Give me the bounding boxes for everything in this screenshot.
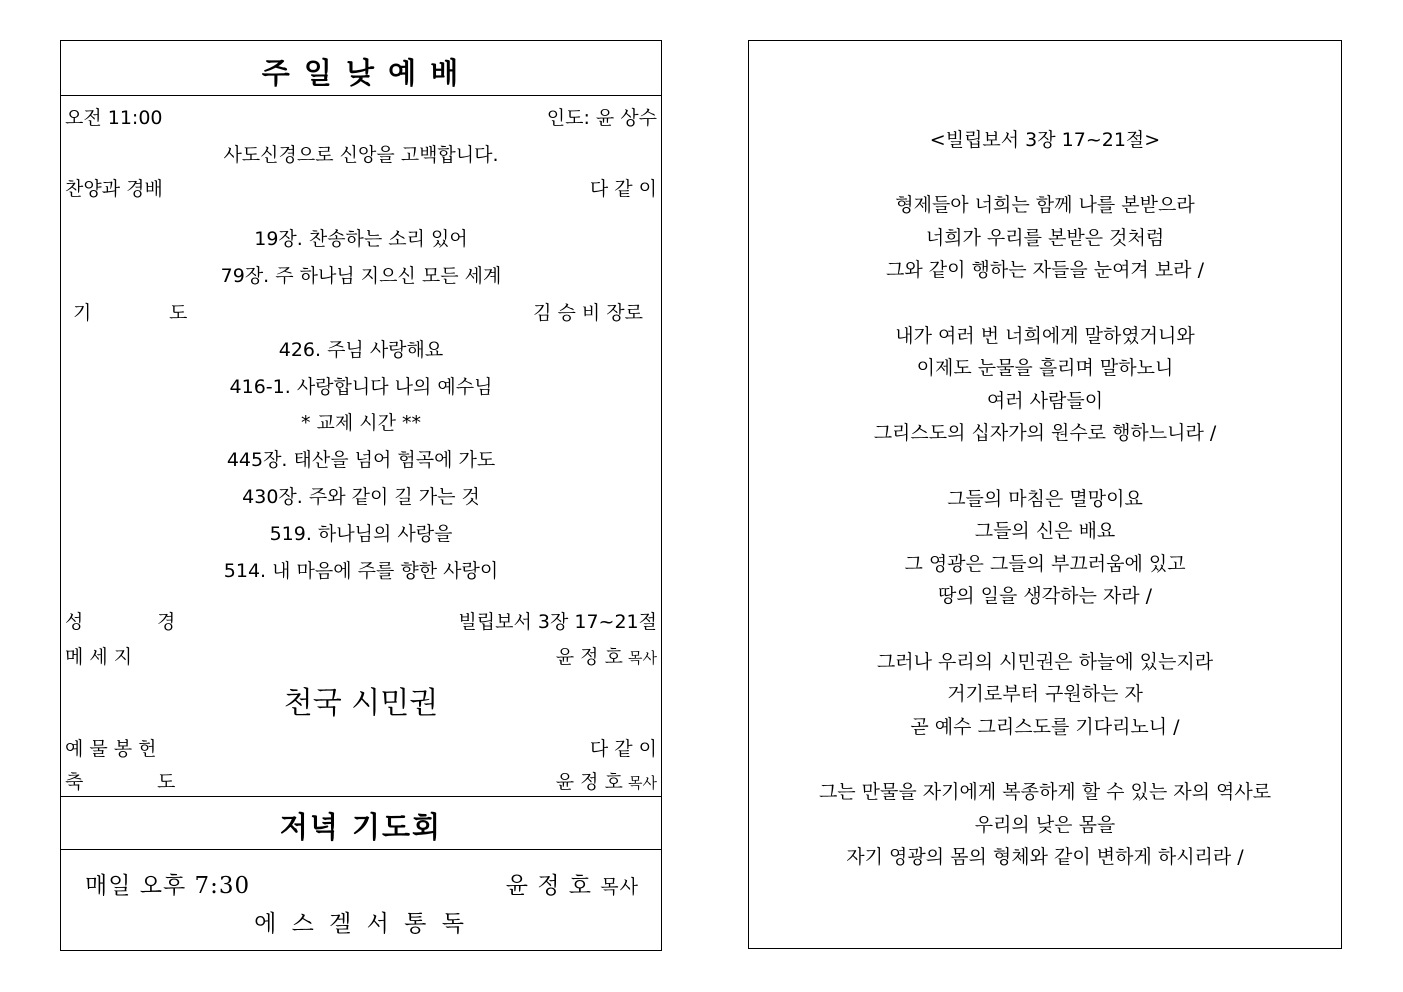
- sermon-title: 천국 시민권: [283, 686, 439, 721]
- pastor-name: 윤 정 호: [555, 771, 623, 793]
- prayer-label-2: 도: [169, 302, 188, 324]
- message-label: 메 세 지: [65, 646, 133, 668]
- scripture-line: 그 영광은 그들의 부끄러움에 있고: [904, 552, 1186, 575]
- message-pastor: [556, 642, 657, 669]
- divider: [61, 95, 661, 96]
- scripture-line: 그러나 우리의 시민권은 하늘에 있는지라: [876, 650, 1214, 673]
- hymn-item: 519. 하나님의 사랑을: [269, 523, 453, 545]
- service-time: 오전 11:00: [65, 107, 163, 129]
- divider: [61, 849, 661, 850]
- scripture-line: 여러 사람들이: [986, 389, 1104, 412]
- scripture-line: 자기 영광의 몸의 형체와 같이 변하게 하시리라 /: [846, 846, 1244, 869]
- scripture-line: 형제들아 너희는 함께 나를 본받으라: [895, 194, 1195, 217]
- scripture-line: 그리스도의 십자가의 원수로 행하느니라 /: [873, 422, 1217, 445]
- divider: [61, 796, 661, 797]
- blessing-pastor: [556, 767, 657, 794]
- scripture-heading: <빌립보서 3장 17~21절>: [929, 129, 1161, 151]
- pastor-name: 윤 정 호: [555, 646, 623, 668]
- scripture-line: 너희가 우리를 본받은 것처럼: [925, 226, 1165, 249]
- worship-order-panel: [60, 40, 662, 951]
- hymn-item: 416-1. 사랑합니다 나의 예수님: [229, 376, 493, 398]
- pastor-title: 목사: [600, 876, 639, 898]
- evening-prayer-title: 저녁 기도회: [279, 810, 443, 844]
- blessing-label-1: 축: [65, 771, 84, 793]
- pastor-title: 목사: [628, 774, 657, 792]
- sunday-service-title: 주 일 낮 예 배: [261, 56, 461, 90]
- offering-by: 다 같 이: [589, 738, 657, 760]
- fellowship-time: * 교제 시간 **: [300, 412, 422, 434]
- scripture-line: 그는 만물을 자기에게 복종하게 할 수 있는 자의 역사로: [818, 781, 1272, 803]
- scripture-label-2: 경: [157, 611, 176, 633]
- offering-label: 예 물 봉 헌: [65, 738, 157, 760]
- creed-line: 사도신경으로 신앙을 고백합니다.: [223, 144, 499, 166]
- scripture-line: 그들의 신은 배요: [974, 520, 1116, 543]
- scripture-line: 거기로부터 구원하는 자: [947, 683, 1143, 706]
- hymn-item: 426. 주님 사랑해요: [278, 339, 444, 361]
- scripture-line: 그들의 마침은 멸망이요: [947, 487, 1143, 510]
- hymn-item: 514. 내 마음에 주를 향한 사랑이: [223, 560, 499, 582]
- scripture-line: 그와 같이 행하는 자들을 눈여겨 보라 /: [886, 259, 1204, 282]
- pastor-name: 윤 정 호: [505, 873, 592, 899]
- evening-time: 매일 오후 7:30: [85, 873, 251, 899]
- scripture-text-panel: [748, 40, 1342, 949]
- scripture-label-1: 성: [65, 611, 84, 633]
- blessing-label-2: 도: [157, 771, 176, 793]
- scripture-line: 땅의 일을 생각하는 자라 /: [937, 585, 1153, 608]
- service-leader: 인도: 윤 상수: [546, 107, 657, 129]
- scripture-line: 내가 여러 번 너희에게 말하였거니와: [895, 324, 1195, 347]
- scripture-reference: 빌립보서 3장 17~21절: [458, 611, 657, 633]
- pastor-title: 목사: [628, 649, 657, 667]
- hymn-item: 19장. 찬송하는 소리 있어: [254, 228, 468, 250]
- hymn-item: 430장. 주와 같이 길 가는 것: [242, 486, 480, 508]
- bible-reading: 에 스 겔 서 통 독: [254, 911, 468, 937]
- hymn-item: 79장. 주 하나님 지으신 모든 세계: [220, 265, 502, 287]
- scripture-line: 이제도 눈물을 흘리며 말하노니: [916, 357, 1174, 380]
- praise-by: 다 같 이: [589, 178, 657, 200]
- praise-label: 찬양과 경배: [65, 178, 163, 200]
- evening-pastor: [506, 867, 639, 900]
- scripture-line: 곧 예수 그리스도를 기다리노니 /: [910, 715, 1180, 738]
- prayer-person: 김 승 비 장로: [533, 302, 643, 324]
- hymn-item: 445장. 태산을 넘어 험곡에 가도: [226, 449, 496, 471]
- scripture-line: 우리의 낮은 몸을: [974, 813, 1116, 836]
- prayer-label-1: 기: [73, 302, 92, 324]
